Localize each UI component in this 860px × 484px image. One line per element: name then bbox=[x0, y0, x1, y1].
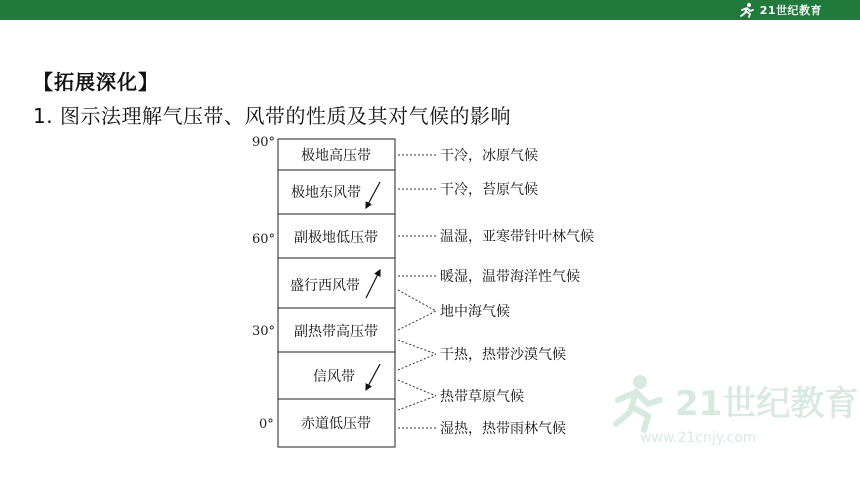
climate-label-mediterranean: 地中海气候 bbox=[440, 304, 510, 320]
latitude-label-60: 60° bbox=[252, 232, 276, 247]
climate-label-taiga: 温湿，亚寒带针叶林气候 bbox=[440, 229, 594, 245]
climate-label-marine-west-coast: 暖湿，温带海洋性气候 bbox=[440, 269, 580, 285]
latitude-label-30: 30° bbox=[252, 324, 276, 339]
belt-label-subpolar-low: 副极地低压带 bbox=[294, 230, 378, 246]
subtitle: 1. 图示法理解气压带、风带的性质及其对气候的影响 bbox=[33, 104, 511, 128]
belt-label-polar-high: 极地高压带 bbox=[301, 148, 371, 164]
logo-text: 21世纪教育 bbox=[759, 4, 822, 17]
climate-label-savanna: 热带草原气候 bbox=[440, 389, 524, 405]
climate-label-tropical-desert: 干热，热带沙漠气候 bbox=[440, 347, 566, 363]
climate-label-ice-cap: 干冷，冰原气候 bbox=[440, 148, 538, 164]
belt-label-equatorial-low: 赤道低压带 bbox=[301, 416, 371, 432]
belt-label-subtropical-high: 副热带高压带 bbox=[294, 324, 378, 340]
latitude-label-90: 90° bbox=[252, 135, 276, 150]
watermark-text: 21世纪教育 bbox=[675, 384, 859, 424]
belt-label-polar-easterlies: 极地东风带 bbox=[291, 185, 361, 201]
belt-label-westerlies: 盛行西风带 bbox=[290, 278, 360, 294]
climate-label-rainforest: 湿热，热带雨林气候 bbox=[440, 421, 566, 437]
connector-lines bbox=[398, 155, 436, 428]
belt-label-trade-winds: 信风带 bbox=[313, 369, 355, 385]
latitude-label-0: 0° bbox=[259, 417, 274, 432]
watermark-url: www.21cnjy.com bbox=[640, 430, 757, 446]
section-title: 【拓展深化】 bbox=[33, 70, 159, 94]
climate-label-tundra: 干冷，苔原气候 bbox=[440, 182, 538, 198]
watermark-logo bbox=[600, 360, 860, 450]
